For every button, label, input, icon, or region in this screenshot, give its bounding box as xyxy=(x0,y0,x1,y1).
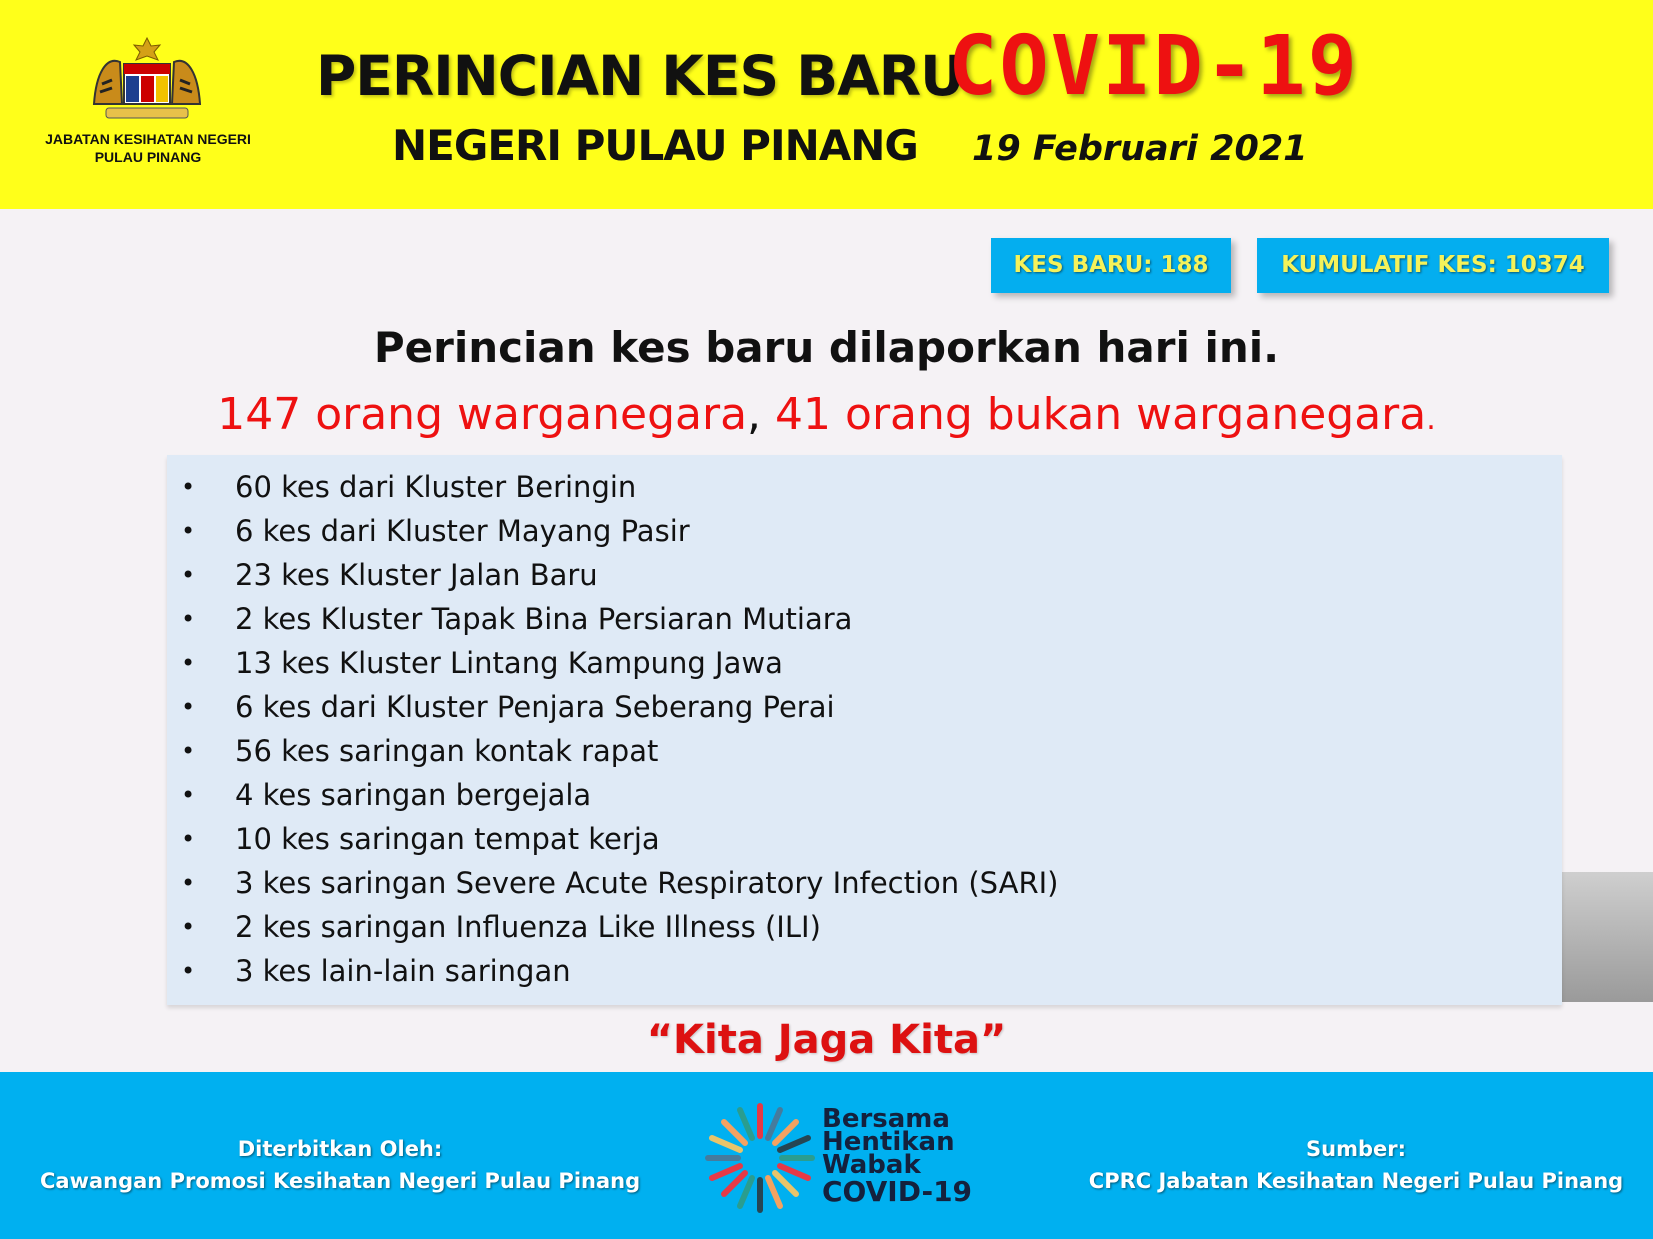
decorative-shadow xyxy=(1550,872,1653,1002)
case-item-text: 4 kes saringan bergejala xyxy=(235,778,592,812)
slogan: “Kita Jaga Kita” xyxy=(646,1017,1007,1063)
source-name: CPRC Jabatan Kesihatan Negeri Pulau Pinang xyxy=(1088,1169,1624,1193)
campaign-sunburst-icon xyxy=(700,1098,820,1218)
state-title: NEGERI PULAU PINANG xyxy=(392,121,918,170)
source-label: Sumber: xyxy=(1306,1137,1406,1161)
case-item-text: 3 kes lain-lain saringan xyxy=(235,954,571,988)
page-title: PERINCIAN KES BARU xyxy=(316,44,964,108)
bullet: • xyxy=(181,913,196,941)
cumulative-cases-badge: KUMULATIF KES: 10374 xyxy=(1257,238,1609,293)
case-item-text: 2 kes saringan Influenza Like Illness (ILI) xyxy=(235,910,821,944)
list-item xyxy=(167,641,1562,685)
report-date: 19 Februari 2021 xyxy=(972,129,1308,169)
list-item xyxy=(167,597,1562,641)
list-item xyxy=(167,553,1562,597)
summary-comma: , xyxy=(747,389,762,440)
bullet: • xyxy=(181,781,196,809)
non-citizens-count: 41 orang bukan warganegara xyxy=(775,389,1427,440)
case-item-text: 2 kes Kluster Tapak Bina Persiaran Mutiara xyxy=(235,602,853,636)
new-cases-badge: KES BARU: 188 xyxy=(991,238,1231,293)
campaign-line-1: Bersama xyxy=(822,1104,950,1134)
department-line-1: JABATAN KESIHATAN NEGERI xyxy=(45,131,251,147)
list-item xyxy=(167,949,1562,993)
campaign-line-2: Hentikan xyxy=(822,1127,955,1157)
department-line-2: PULAU PINANG xyxy=(94,149,202,165)
bullet: • xyxy=(181,737,196,765)
publisher-block xyxy=(40,1060,640,1196)
case-item-text: 6 kes dari Kluster Penjara Seberang Perai xyxy=(235,690,835,724)
bullet: • xyxy=(181,869,196,897)
list-item xyxy=(167,685,1562,729)
bullet: • xyxy=(181,693,196,721)
list-item xyxy=(167,509,1562,553)
case-item-text: 10 kes saringan tempat kerja xyxy=(235,822,660,856)
list-item xyxy=(167,773,1562,817)
citizenship-summary xyxy=(0,384,1653,451)
campaign-line-3: Wabak xyxy=(822,1150,921,1180)
bullet: • xyxy=(181,605,196,633)
case-item-text: 56 kes saringan kontak rapat xyxy=(235,734,659,768)
list-item xyxy=(167,729,1562,773)
department-name xyxy=(20,130,276,166)
source-block xyxy=(1086,1060,1626,1196)
case-item-text: 60 kes dari Kluster Beringin xyxy=(235,470,637,504)
campaign-line-4: COVID-19 xyxy=(822,1175,973,1208)
bullet: • xyxy=(181,561,196,589)
list-item xyxy=(167,465,1562,509)
case-breakdown-list xyxy=(167,455,1562,1005)
section-heading: Perincian kes baru dilaporkan hari ini. xyxy=(373,323,1280,372)
campaign-slogan xyxy=(822,1104,973,1208)
bullet: • xyxy=(181,825,196,853)
citizens-count: 147 orang warganegara xyxy=(217,389,748,440)
summary-dot: . xyxy=(1426,402,1436,437)
list-item xyxy=(167,861,1562,905)
case-item-text: 13 kes Kluster Lintang Kampung Jawa xyxy=(235,646,783,680)
coat-of-arms-logo xyxy=(86,34,208,126)
bullet: • xyxy=(181,473,196,501)
case-item-text: 6 kes dari Kluster Mayang Pasir xyxy=(235,514,690,548)
case-item-text: 3 kes saringan Severe Acute Respiratory Infection (SARI) xyxy=(235,866,1059,900)
list-item xyxy=(167,817,1562,861)
publisher-label: Diterbitkan Oleh: xyxy=(237,1137,443,1161)
case-item-text: 23 kes Kluster Jalan Baru xyxy=(235,558,598,592)
bullet: • xyxy=(181,649,196,677)
bullet: • xyxy=(181,517,196,545)
list-item xyxy=(167,905,1562,949)
bullet: • xyxy=(181,957,196,985)
covid-title: COVID-19 xyxy=(948,19,1359,114)
publisher-name: Cawangan Promosi Kesihatan Negeri Pulau Pinang xyxy=(40,1169,641,1193)
